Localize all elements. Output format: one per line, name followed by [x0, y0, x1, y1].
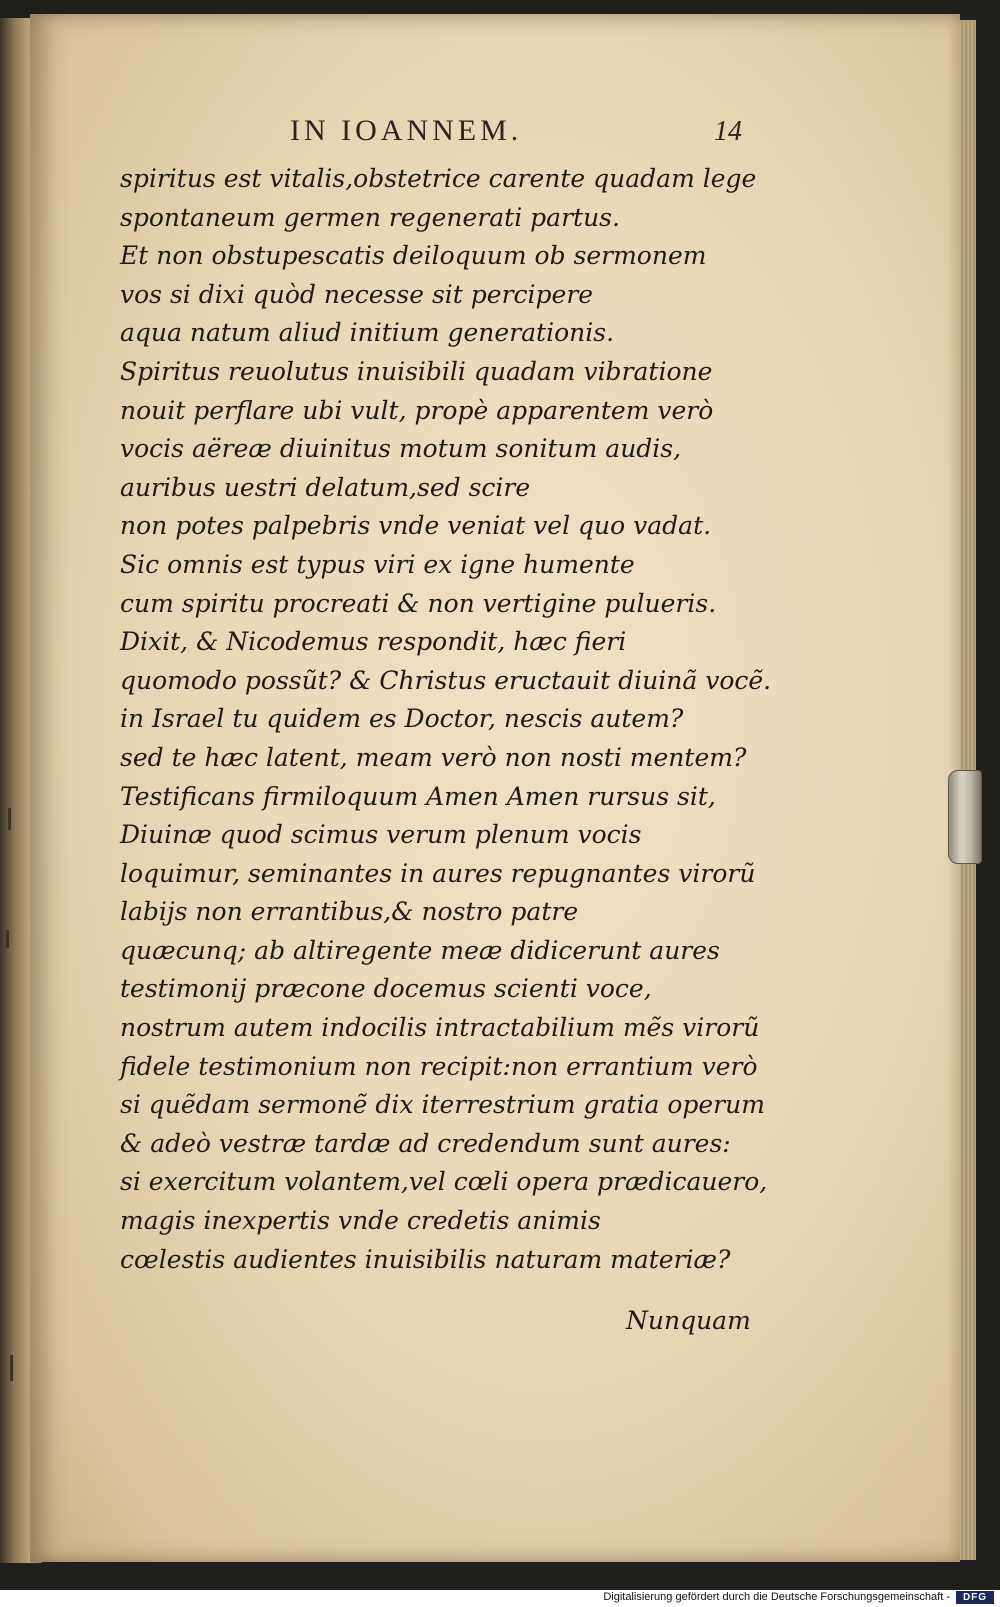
text-line: si quẽdam sermonẽ dix iterrestrium gratia operum: [120, 1090, 765, 1120]
text-line: cum spiritu procreati & non vertigine pulueris.: [120, 588, 717, 618]
text-line: in Israel tu quidem es Doctor, nescis autem?: [120, 704, 684, 734]
text-line: testimonij præcone docemus scienti voce,: [120, 974, 652, 1004]
text-line: quæcunq; ab altiregente meæ didicerunt aures: [120, 935, 720, 965]
text-line: spontaneum germen regenerati partus.: [120, 202, 620, 232]
page-number: 14: [714, 116, 742, 147]
text-line: loquimur, seminantes in aures repugnantes virorũ: [120, 858, 756, 888]
text-line: fidele testimonium non recipit:non errantium verò: [120, 1051, 758, 1081]
text-line: & adeò vestræ tardæ ad credendum sunt aures:: [120, 1128, 731, 1158]
text-line: vocis aëreæ diuinitus motum sonitum audis,: [120, 434, 682, 464]
text-line: magis inexpertis vnde credetis animis: [120, 1206, 601, 1236]
text-line: labijs non errantibus,& nostro patre: [120, 897, 579, 927]
text-line: auribus uestri delatum,sed scire: [120, 472, 531, 502]
text-line: non potes palpebris vnde veniat vel quo vadat.: [120, 511, 712, 541]
book-clasp: [948, 770, 982, 864]
text-line: nostrum autem indocilis intractabilium mẽs virorũ: [120, 1013, 760, 1043]
text-line: quomodo possũt? & Christus eructauit diuinã vocẽ.: [120, 665, 772, 695]
text-line: aqua natum aliud initium generationis.: [120, 318, 615, 348]
text-line: Sic omnis est typus viri ex igne humente: [120, 549, 635, 579]
text-line: Dixit, & Nicodemus respondit, hæc fieri: [120, 627, 627, 657]
text-line: nouit perflare ubi vult, propè apparentem verò: [120, 395, 714, 425]
margin-mark: [10, 1355, 13, 1381]
text-line: Testificans firmiloquum Amen Amen rursus sit,: [120, 781, 716, 811]
dfg-logo: DFG: [956, 1591, 994, 1604]
catchword: Nunquam: [626, 1306, 751, 1335]
text-line: Spiritus reuolutus inuisibili quadam vibratione: [120, 356, 713, 386]
margin-mark: [6, 930, 9, 948]
text-line: vos si dixi quòd necesse sit percipere: [120, 279, 594, 309]
text-line: spiritus est vitalis,obstetrice carente quadam lege: [120, 164, 757, 193]
margin-mark: [8, 808, 11, 830]
text-line: cœlestis audientes inuisibilis naturam materiæ?: [120, 1244, 731, 1274]
footer-credit: Digitalisierung gefördert durch die Deutsche Forschungsgemeinschaft -: [603, 1591, 950, 1603]
text-line: sed te hæc latent, meam verò non nosti mentem?: [120, 742, 747, 772]
text-line: si exercitum volantem,vel cœli opera prædicauero,: [120, 1167, 768, 1197]
body-text: [120, 160, 780, 1279]
text-line: Diuinæ quod scimus verum plenum vocis: [120, 820, 642, 850]
text-line: Et non obstupescatis deiloquum ob sermonem: [120, 241, 707, 271]
running-head: IN IOANNEM.: [290, 114, 523, 147]
